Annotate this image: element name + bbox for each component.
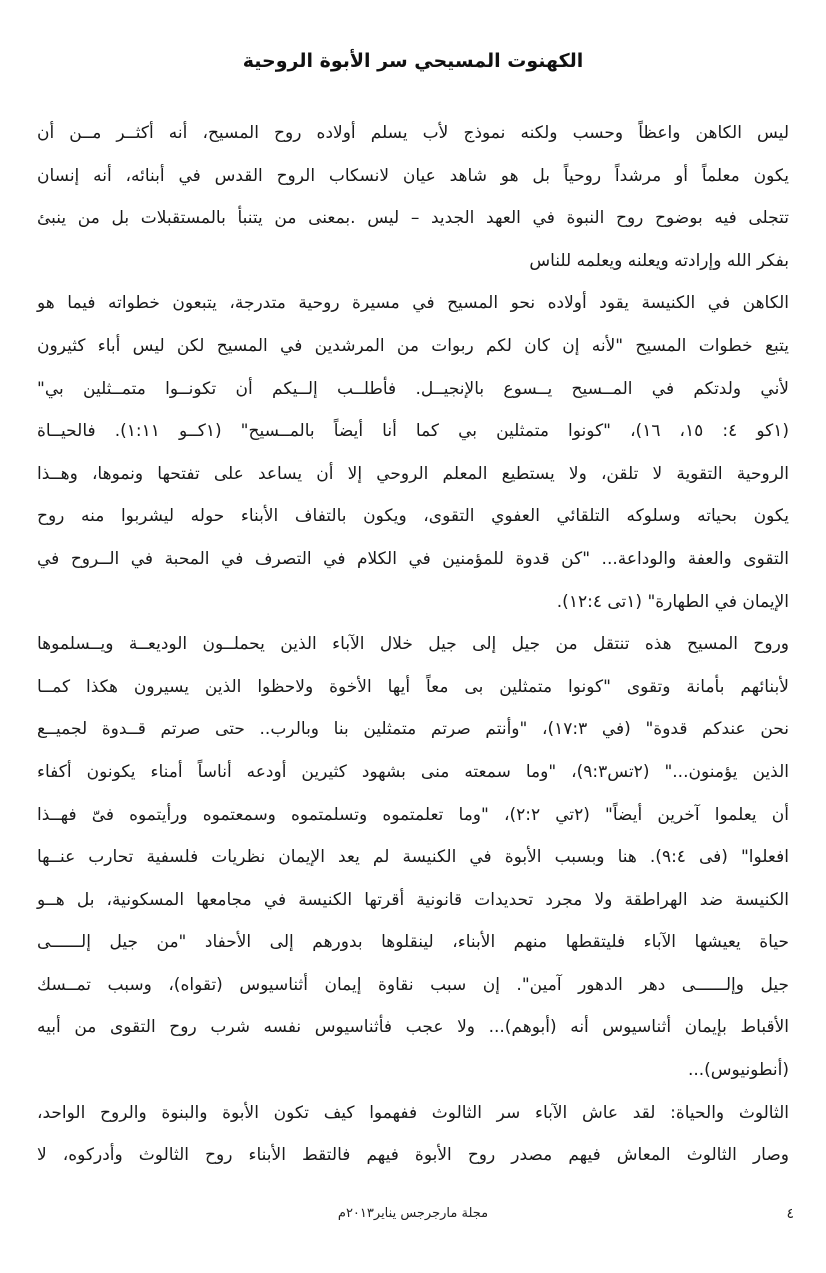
text-line: الذين يؤمنون..." (٢تس٩:٣)، "وما سمعته منى بشهود كثيرين أودعه أناساً أمناء يكونون أكفاء [37,761,789,782]
text-line: نحن عندكم قدوة" (في ١٧:٣)، "وأنتم صرتم متمثلين بنا وبالرب.. حتى صرتم قــدوة لجميــع [37,719,789,740]
document-body [37,112,789,1177]
text-line: بفكر الله وإرادته ويعلنه ويعلمه للناس [529,250,789,271]
page-number: ٤ [786,1206,794,1222]
text-line: افعلوا" (فى ٩:٤). هنا وبسبب الأبوة في الكنيسة لم يعد الإيمان نظريات فلسفية تحارب عنــها [37,847,789,868]
paragraph [37,112,789,282]
text-line: (١كو ٤: ١٥، ١٦)، "كونوا متمثلين بي كما أنا أيضاً بالمــسيح" (١كــو ١:١١). فالحيــاة [37,421,789,442]
text-line: يتبع خطوات المسيح "لأنه إن كان لكم ربوات من المرشدين في المسيح لكن ليس أباء كثيرون [37,335,789,356]
text-line: الكاهن في الكنيسة يقود أولاده نحو المسيح في مسيرة روحية متدرجة، يتبعون خطواته فيما هو [37,293,789,314]
text-line: أن يعلموا آخرين أيضاً" (٢تي ٢:٢)، "وما تعلمتموه وتسلمتموه وسمعتموه ورأيتموه فىّ فهــذا [37,804,789,825]
text-line: الثالوث والحياة: لقد عاش الآباء سر الثالوث ففهموا كيف تكون الأبوة والبنوة والروح الواحد، [37,1102,789,1123]
paragraph [37,623,789,1092]
text-line: حياة يعيشها الآباء فليتقطها منهم الأبناء، لينقلوها بدورهم إلى الأحفاد "من جيل إلــــــى [37,932,789,953]
text-line: وروح المسيح هذه تنتقل من جيل إلى جيل خلال الآباء الذين يحملــون الوديعــة ويــسلموها [37,634,789,655]
text-line: (أنطونيوس)... [687,1060,789,1081]
text-line: الإيمان في الطهارة" (١تى ١٢:٤). [556,591,789,612]
document-title: الكهنوت المسيحي سر الأبوة الروحية [242,50,584,72]
text-line: يكون بحياته وسلوكه التلقائي العفوي التقوى، ويكون بالتفاف الأبناء حوله ليشربوا منه روح [37,506,789,527]
paragraph [37,282,789,623]
text-line: التقوى والعفة والوداعة... "كن قدوة للمؤمنين في الكلام في التصرف في المحبة في الــروح في [37,548,789,569]
text-line: ليس الكاهن واعظاً وحسب ولكنه نموذج لأب يسلم أولاده روح المسيح، أنه أكثــر مــن أن [37,123,789,143]
text-line: لأني ولدتكم في المــسيح يــسوع بالإنجيــل. فأطلــب إلــيكم أن تكونــوا متمــثلين بي" [37,378,789,399]
text-line: يكون معلماً أو مرشداً روحياً بل هو شاهد عيان لانسكاب الروح القدس في أبنائه، أنه إنسان [37,165,789,186]
text-line: لأبنائهم بأمانة وتقوى "كونوا متمثلين بى معاً أيها الأخوة ولاحظوا الذين يسيرون هكذا كمــا [37,676,789,697]
text-line: وصار الثالوث المعاش فيهم مصدر روح الأبوة فيهم فالتقط الأبناء روح الثالوث وأدركوه، لا [37,1145,789,1166]
text-line: الكنيسة ضد الهراطقة ولا مجرد تحديدات قانونية أقرتها الكنيسة في مجامعها المسكونية، بل هــو [37,889,789,910]
text-line: تتجلى فيه بوضوح روح النبوة في العهد الجديد – ليس .بمعنى من يتنبأ بالمستقبلات بل من ينبئ [37,208,789,229]
text-line: الأقباط بإيمان أثناسيوس أنه (أبوهم)... ولا عجب فأثناسيوس نفسه شرب روح التقوى من أبيه [37,1017,789,1038]
text-line: الروحية التقوية لا تلقن، ولا يستطيع المعلم الروحي إلا أن يساعد على تفتحها ونموها، وهــذا [37,463,789,484]
text-line: جيل وإلــــــى دهر الدهور آمين". إن سبب نقاوة إيمان أثناسيوس (تقواه)، وسبب تمــسك [37,974,789,995]
footer-journal-line: مجلة مارجرجس يناير٢٠١٣م [337,1206,489,1221]
paragraph [37,1092,789,1177]
